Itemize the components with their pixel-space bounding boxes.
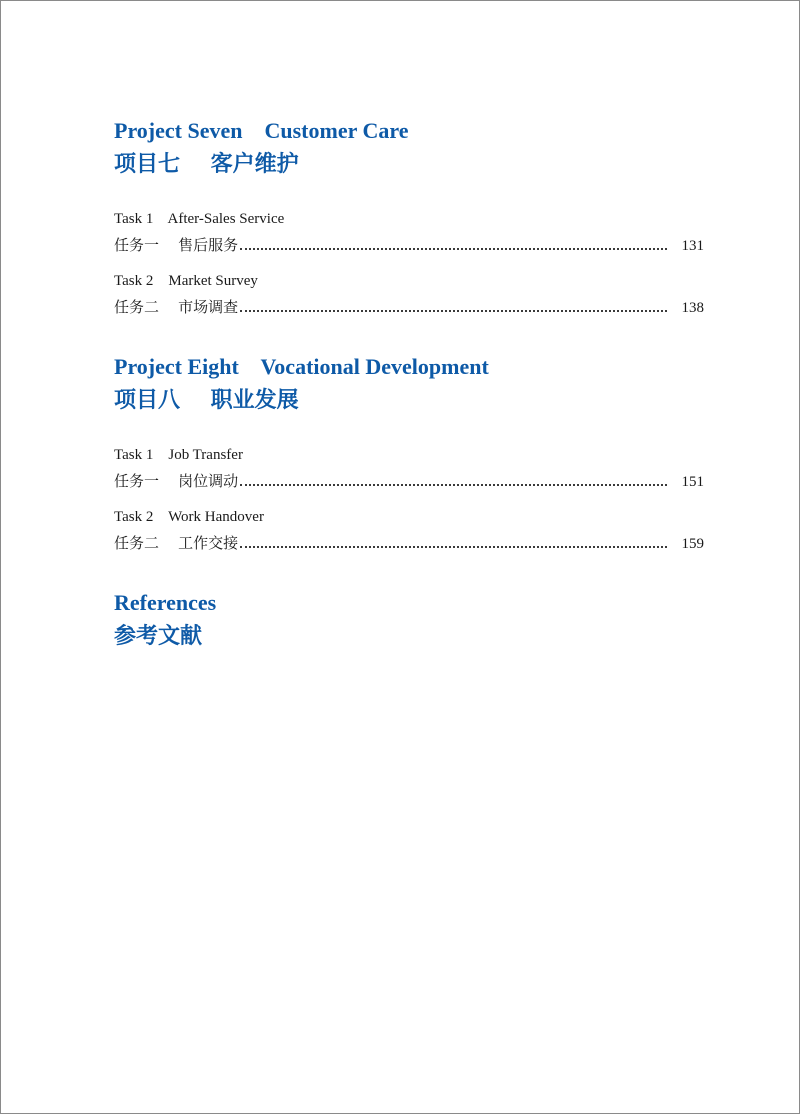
dot-leader <box>240 235 667 250</box>
task-title-zh: 任务二 市场调查 <box>114 298 239 316</box>
task-title-zh: 任务二 工作交接 <box>114 534 239 552</box>
task-title-en: Task 1 After-Sales Service <box>114 211 285 227</box>
task-title-zh: 任务一 岗位调动 <box>114 472 239 490</box>
dot-leader <box>240 533 667 548</box>
page-number: 151 <box>681 474 704 490</box>
references-title-zh: 参考文献 <box>114 624 203 649</box>
page-number: 131 <box>681 238 704 254</box>
project-seven-heading <box>114 117 408 180</box>
task-zh-row <box>114 235 704 255</box>
task-title-zh: 任务一 售后服务 <box>114 236 239 254</box>
dot-leader <box>240 297 667 312</box>
task-zh-row <box>114 471 704 491</box>
task-title-en: Task 1 Job Transfer <box>114 447 243 463</box>
project-title-en: Project Seven Customer Care <box>114 118 409 143</box>
project-eight-heading <box>114 353 489 416</box>
toc-entry-job-transfer[interactable] <box>114 445 704 491</box>
toc-entry-after-sales-service[interactable] <box>114 209 704 255</box>
toc-entry-work-handover[interactable] <box>114 507 704 553</box>
task-zh-row <box>114 297 704 317</box>
page-number: 159 <box>681 536 704 552</box>
references-heading[interactable] <box>114 589 216 652</box>
dot-leader <box>240 471 667 486</box>
project-title-en: Project Eight Vocational Development <box>114 354 489 379</box>
toc-entry-market-survey[interactable] <box>114 271 704 317</box>
project-title-zh: 项目七 客户维护 <box>114 152 299 177</box>
task-title-en: Task 2 Market Survey <box>114 273 258 289</box>
task-title-en: Task 2 Work Handover <box>114 509 264 525</box>
project-title-zh: 项目八 职业发展 <box>114 388 299 413</box>
references-title-en: References <box>114 590 217 615</box>
task-zh-row <box>114 533 704 553</box>
page-number: 138 <box>681 300 704 316</box>
